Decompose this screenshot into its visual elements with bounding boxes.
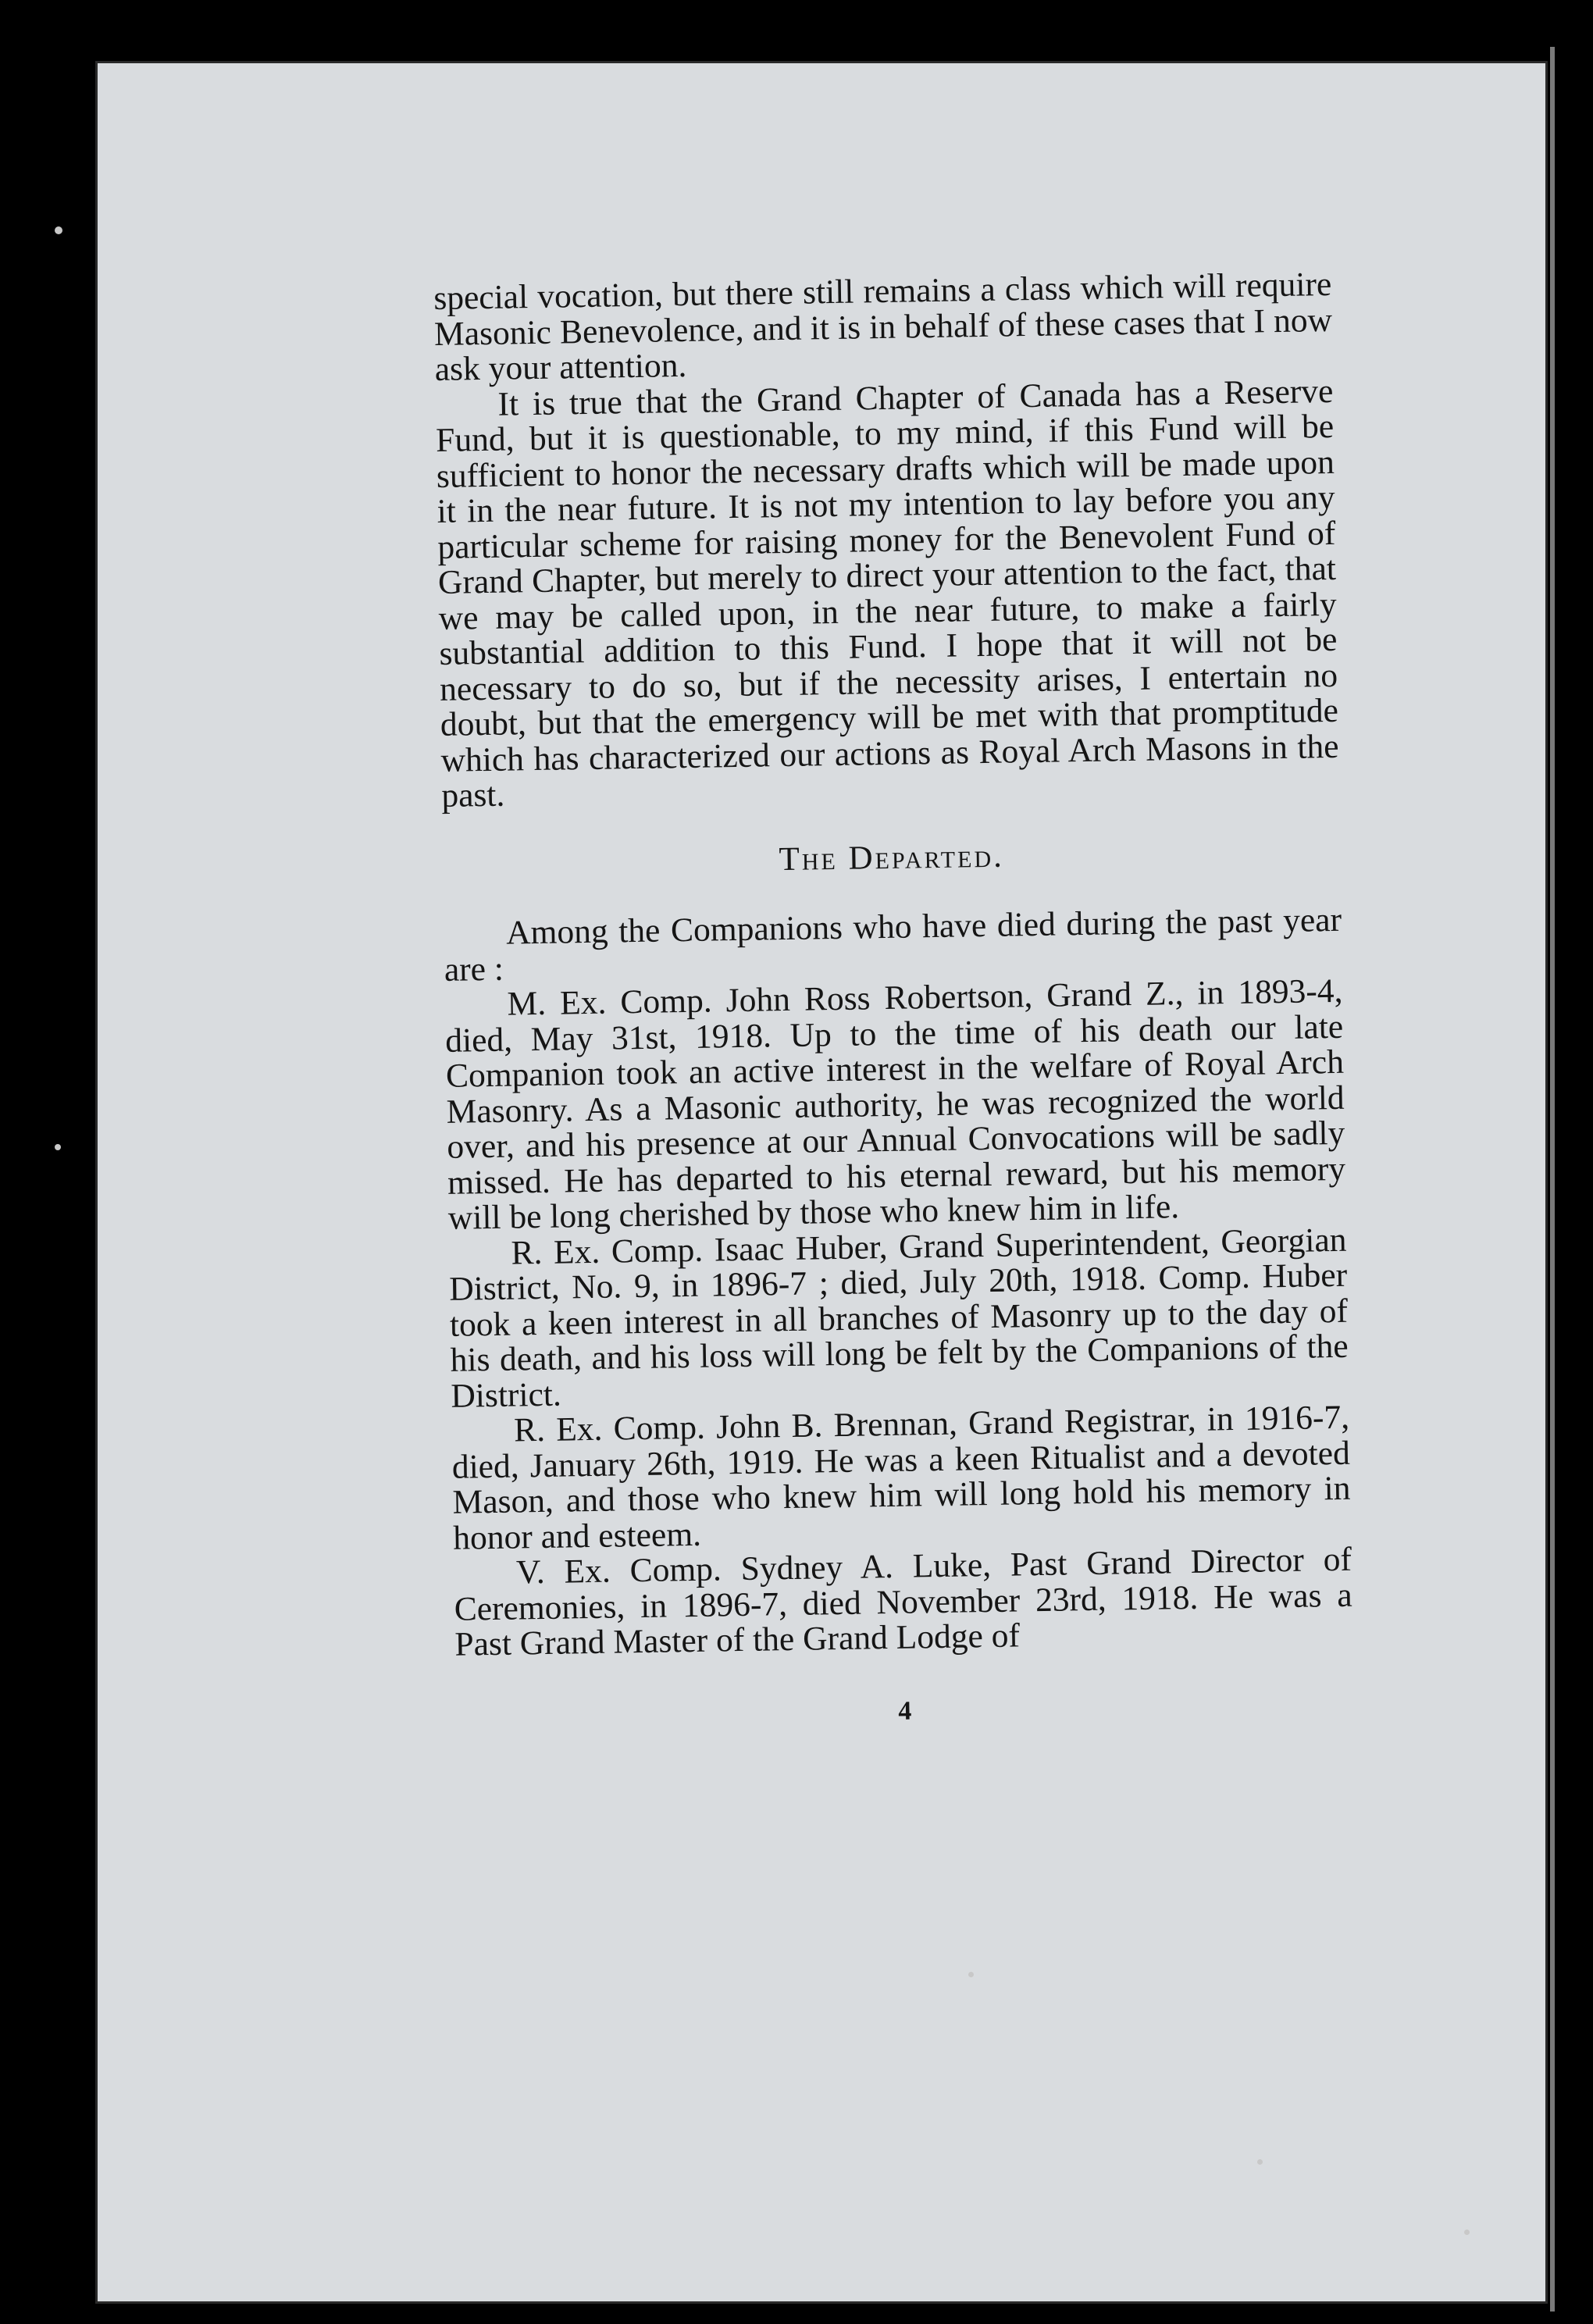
scan-speck	[1257, 2159, 1263, 2165]
scan-speck	[55, 1144, 61, 1150]
scan-speck	[55, 226, 62, 234]
paragraph: It is true that the Grand Chapter of Canada has a Reserve Fund, but it is questionable, to my mind, if this Fund will be sufficient to honor the necessary drafts which will be made upon it in the near future. It is not my intention to lay before you any particular scheme for raising money for the Benevolent Fund of Grand Chapter, but merely to direct your attention to the fact, that we may be called upon, in the near future, to make a fairly substantial addition to this Fund. I hope that it will not be necessary to do so, but if the necessity arises, I entertain no doubt, but that the emergency will be met with that promptitude which has characterized our actions as Royal Arch Masons in the past.	[435, 372, 1339, 814]
paragraph: M. Ex. Comp. John Ross Robertson, Grand Z., in 1893-4, died, May 31st, 1918. Up to the time of his death our late Companion took an active interest in the welfare of Royal Arch Masonry. As a Masonic authority, he was recognized the world over, and his presence at our Annual Convocations will be sadly missed. He has departed to his eternal reward, but his memory will be long cherished by those who knew him in life.	[444, 971, 1346, 1237]
page-edge-line	[1550, 47, 1555, 2312]
page-number: 4	[898, 1696, 912, 1726]
section-heading: The Departed.	[779, 837, 1005, 878]
paragraph: special vocation, but there still remains a class which will require Masonic Benevolence, and it is in behalf of these cases that I now ask your attention.	[433, 265, 1333, 388]
scan-speck	[968, 1972, 974, 1977]
paragraph: V. Ex. Comp. Sydney A. Luke, Past Grand Director of Ceremonies, in 1896-7, died November 23rd, 1918. He was a Past Grand Master of the Grand Lodge of	[454, 1540, 1352, 1663]
paragraph: R. Ex. Comp. Isaac Huber, Grand Superintendent, Georgian District, No. 9, in 1896-7 ; died, July 20th, 1918. Comp. Huber took a keen interest in all branches of Masonry up to the day of his death, and his loss will long be felt by the Companions of the District.	[448, 1221, 1349, 1415]
scan-speck	[1464, 2230, 1470, 2235]
paragraph: Among the Companions who have died during the past year are :	[444, 900, 1342, 989]
paragraph: R. Ex. Comp. John B. Brennan, Grand Registrar, in 1916-7, died, January 26th, 1919. He was a keen Ritualist and a devoted Mason, and those who knew him will long hold his memory in honor and esteem.	[451, 1398, 1351, 1557]
body-text	[433, 267, 1354, 1736]
